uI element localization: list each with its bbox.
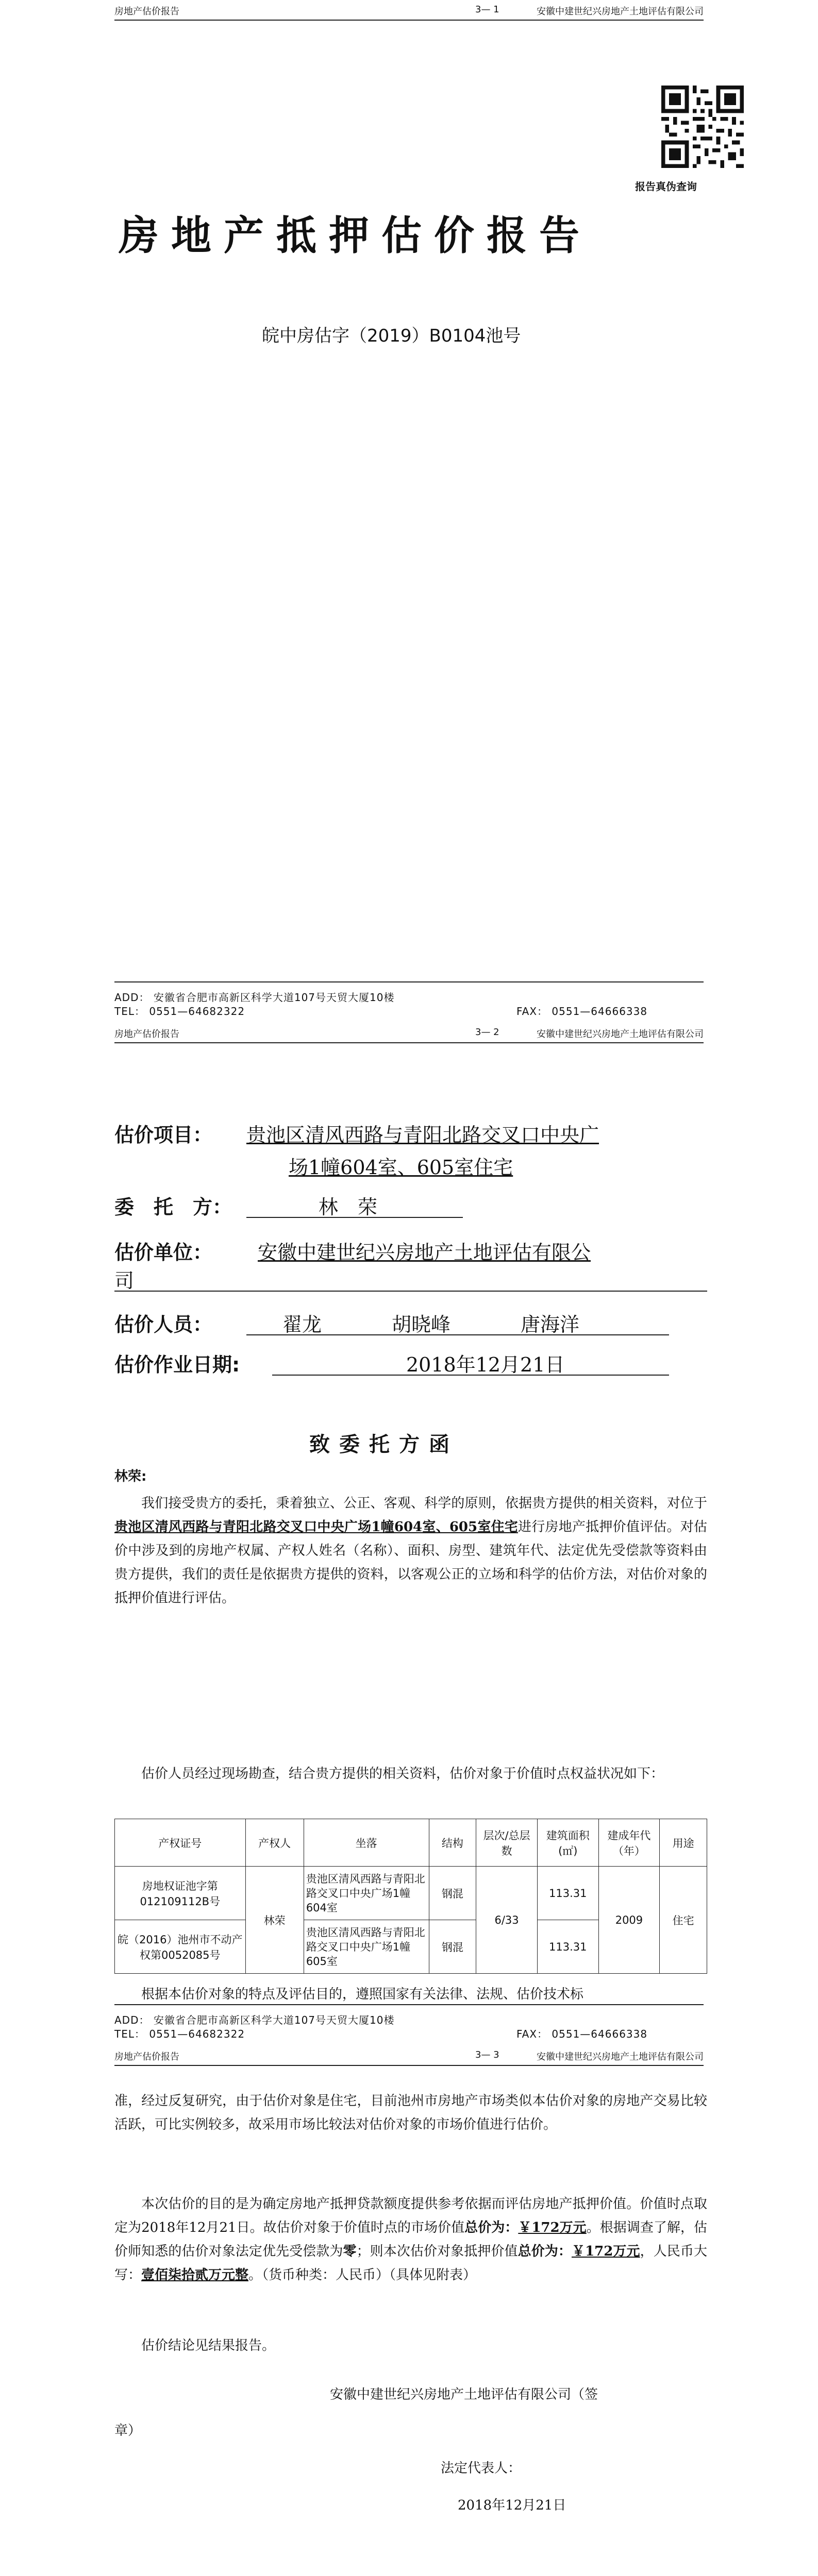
- th-cert: 产权证号: [115, 1819, 246, 1867]
- p4-amount-words: 壹佰柒拾贰万元整: [141, 2267, 249, 2283]
- agency-value-line1: 安徽中建世纪兴房地产土地评估有限公: [258, 1241, 591, 1264]
- header-rule: [114, 1042, 704, 1043]
- qr-code-icon[interactable]: [661, 86, 744, 168]
- page-1: [0, 0, 818, 1023]
- project-value-line1: 贵池区清风西路与青阳北路交叉口中央广: [246, 1124, 599, 1146]
- header-rule: [114, 20, 704, 21]
- signature-company-line2: 章）: [114, 2423, 142, 2438]
- project-label: 估价项目：: [114, 1124, 213, 1146]
- page-footer: [114, 2004, 704, 2040]
- appraiser-2: 胡晓峰: [392, 1313, 451, 1336]
- p4-text-a: 本次估价的目的是为确定房地产抵押贷款额度提供参考依据而评估房地产抵押价值。价值时点取定为2018年12月21日。故估价对象于价值时点的市场价值: [114, 2196, 707, 2235]
- appraisers-label: 估价人员：: [114, 1313, 213, 1336]
- cell-location: 贵池区清风西路与青阳北路交叉口中央广场1幢604室: [304, 1867, 429, 1920]
- header-right: 安徽中建世纪兴房地产土地评估有限公司: [537, 1029, 704, 1040]
- header-page-number: 3— 3: [475, 2049, 499, 2060]
- letter-paragraph-2: 估价人员经过现场勘查，结合贵方提供的相关资料，估价对象于价值时点权益状况如下：: [141, 1766, 664, 1782]
- header-page-number: 3— 1: [475, 4, 499, 15]
- report-title: 房地产抵押估价报告: [119, 212, 592, 259]
- asset-table: [114, 1819, 707, 1974]
- footer-address: ADD： 安徽省合肥市高新区科学大道107号天贸大厦10楼: [114, 2014, 395, 2026]
- cell-area: 113.31: [537, 1867, 598, 1920]
- date-label: 估价作业日期:: [114, 1353, 240, 1376]
- header-left: 房地产估价报告: [114, 6, 179, 17]
- cell-floors: 6/33: [476, 1867, 538, 1974]
- cell-owner: 林荣: [245, 1867, 304, 1974]
- header-rule: [114, 2065, 704, 2066]
- page-footer: [114, 981, 704, 1018]
- p4-total-label-2: 总价为：: [517, 2244, 572, 2259]
- page-header: [114, 1027, 704, 1042]
- salutation: 林荣:: [114, 1469, 147, 1484]
- table-row: [115, 1867, 707, 1920]
- p4-text-f: ；则本次估价对象抵押价值: [356, 2244, 518, 2259]
- th-use: 用途: [660, 1819, 707, 1867]
- signature-company: 安徽中建世纪兴房地产土地评估有限公司（签: [330, 2387, 598, 2402]
- letter-paragraph-3-cont: 准，经过反复研究，由于估价对象是住宅，目前池州市房地产市场类似本估价对象的房地产交易比较活跃，可比实例较多，故采用市场比较法对估价对象的市场价值进行估价。: [114, 2093, 707, 2132]
- p1-property: 贵池区清风西路与青阳北路交叉口中央广场1幢604室、605室住宅: [114, 1519, 519, 1535]
- cell-structure: 钢混: [429, 1920, 476, 1974]
- table-header-row: [115, 1819, 707, 1867]
- cell-use: 住宅: [660, 1867, 707, 1974]
- p4-text-d: 。根据调查了解，估价师知悉的估价对象法定优先受偿款为: [114, 2220, 707, 2259]
- th-floors: 层次/总层数: [476, 1819, 538, 1867]
- document-number: 皖中房估字（2019）B0104池号: [262, 326, 521, 346]
- cell-cert: 皖（2016）池州市不动产权第0052085号: [115, 1920, 246, 1974]
- letter-paragraph-5: 估价结论见结果报告。: [141, 2338, 276, 2353]
- p4-priority-claim: 零: [343, 2244, 357, 2259]
- client-value: 林 荣: [319, 1196, 378, 1218]
- th-area: 建筑面积(㎡): [537, 1819, 598, 1867]
- cell-location: 贵池区清风西路与青阳北路交叉口中央广场1幢605室: [304, 1920, 429, 1974]
- letter-paragraph-4: [114, 2192, 707, 2287]
- letter-title: 致委托方函: [309, 1433, 459, 1456]
- agency-value-line2: 司: [114, 1269, 135, 1292]
- p4-text-k: 。（货币种类：人民币）（具体见附表）: [248, 2267, 477, 2283]
- project-value-line2: 场1幢604室、605室住宅: [289, 1156, 513, 1179]
- agency-underline: [114, 1291, 707, 1292]
- letter-paragraph-3-start: 根据本估价对象的特点及评估目的，遵照国家有关法律、法规、估价技术标: [141, 1987, 584, 2002]
- p4-text-i: ，人民币大写：: [114, 2244, 707, 2283]
- footer-address: ADD： 安徽省合肥市高新区科学大道107号天贸大厦10楼: [114, 991, 395, 1004]
- p4-total-label: 总价为：: [464, 2220, 519, 2235]
- client-label: 委 托 方：: [114, 1196, 232, 1218]
- appraiser-3: 唐海洋: [521, 1313, 580, 1336]
- th-structure: 结构: [429, 1819, 476, 1867]
- signature-date: 2018年12月21日: [458, 2498, 566, 2513]
- cell-structure: 钢混: [429, 1867, 476, 1920]
- p1-text-c: 进行房地产抵押价值评估。对估价中涉及到的房地产权属、产权人姓名（名称）、面积、房型、建筑年代、法定优先受偿款等资料由贵方提供，我们的责任是依据贵方提供的资料，以客观公正的立场和科学的估价方法，对估价对象的抵押价值进行评估。: [114, 1519, 707, 1606]
- header-right: 安徽中建世纪兴房地产土地评估有限公司: [537, 2052, 704, 2062]
- agency-label: 估价单位：: [114, 1241, 213, 1264]
- cell-year: 2009: [598, 1867, 660, 1974]
- th-year: 建成年代（年）: [598, 1819, 660, 1867]
- p1-text-a: 我们接受贵方的委托，秉着独立、公正、客观、科学的原则，依据贵方提供的相关资料，对位于: [141, 1496, 707, 1511]
- p4-market-value: ￥172万元: [518, 2220, 587, 2235]
- footer-tel: TEL： 0551—64682322: [114, 2028, 245, 2040]
- appraiser-1: 翟龙: [282, 1313, 322, 1336]
- footer-tel: TEL： 0551—64682322: [114, 1005, 245, 1018]
- cell-area: 113.31: [537, 1920, 598, 1974]
- p4-mortgage-value: ￥172万元: [571, 2244, 640, 2259]
- th-owner: 产权人: [245, 1819, 304, 1867]
- header-page-number: 3— 2: [475, 1027, 499, 1038]
- header-right: 安徽中建世纪兴房地产土地评估有限公司: [537, 6, 704, 17]
- header-left: 房地产估价报告: [114, 2052, 179, 2062]
- th-location: 坐落: [304, 1819, 429, 1867]
- date-value: 2018年12月21日: [406, 1353, 565, 1376]
- footer-fax: FAX： 0551—64666338: [516, 1005, 648, 1018]
- header-left: 房地产估价报告: [114, 1029, 179, 1040]
- letter-paragraph-1: [114, 1492, 707, 1610]
- footer-rule: [114, 981, 704, 982]
- legal-representative: 法定代表人：: [441, 2461, 522, 2476]
- qr-caption: 报告真伪查询: [635, 180, 697, 193]
- page-header: [114, 4, 704, 20]
- footer-fax: FAX： 0551—64666338: [516, 2028, 648, 2040]
- cell-cert: 房地权证池字第012109112B号: [115, 1867, 246, 1920]
- page-header: [114, 2049, 704, 2065]
